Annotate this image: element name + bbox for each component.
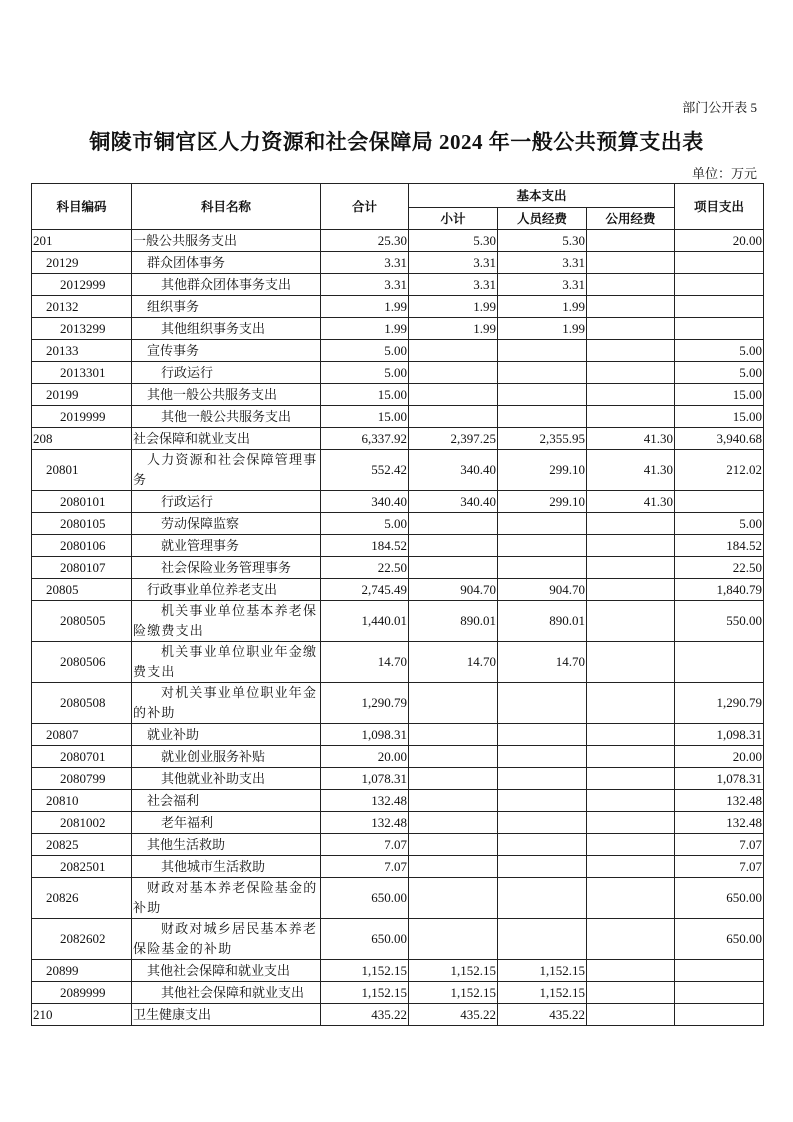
cell-total: 3.31 xyxy=(321,274,409,296)
cell-total: 7.07 xyxy=(321,834,409,856)
table-row xyxy=(32,601,764,642)
col-header-name: 科目名称 xyxy=(132,184,321,230)
cell-public: 41.30 xyxy=(587,450,675,491)
cell-code: 2080701 xyxy=(32,746,132,768)
cell-personnel: 1.99 xyxy=(498,296,587,318)
cell-total: 3.31 xyxy=(321,252,409,274)
cell-project: 650.00 xyxy=(675,919,764,960)
cell-public xyxy=(587,362,675,384)
cell-project xyxy=(675,642,764,683)
cell-subtotal: 1.99 xyxy=(409,296,498,318)
cell-project xyxy=(675,960,764,982)
cell-public xyxy=(587,340,675,362)
cell-name: 其他社会保障和就业支出 xyxy=(132,982,321,1004)
col-header-total: 合计 xyxy=(321,184,409,230)
page-title: 铜陵市铜官区人力资源和社会保障局 2024 年一般公共预算支出表 xyxy=(89,130,704,154)
cell-public xyxy=(587,274,675,296)
cell-name: 社会保障和就业支出 xyxy=(132,428,321,450)
cell-total: 1.99 xyxy=(321,318,409,340)
cell-total: 340.40 xyxy=(321,491,409,513)
cell-code: 20129 xyxy=(32,252,132,274)
cell-total: 1,440.01 xyxy=(321,601,409,642)
cell-name: 其他生活救助 xyxy=(132,834,321,856)
cell-subtotal xyxy=(409,724,498,746)
cell-project xyxy=(675,296,764,318)
cell-code: 2013301 xyxy=(32,362,132,384)
table-row xyxy=(32,683,764,724)
cell-personnel xyxy=(498,746,587,768)
cell-subtotal xyxy=(409,406,498,428)
table-row xyxy=(32,230,764,252)
cell-personnel xyxy=(498,834,587,856)
cell-subtotal xyxy=(409,746,498,768)
cell-personnel xyxy=(498,513,587,535)
cell-name: 就业管理事务 xyxy=(132,535,321,557)
cell-code: 2080505 xyxy=(32,601,132,642)
cell-name: 卫生健康支出 xyxy=(132,1004,321,1026)
cell-subtotal: 435.22 xyxy=(409,1004,498,1026)
cell-personnel xyxy=(498,406,587,428)
cell-project xyxy=(675,252,764,274)
cell-code: 20132 xyxy=(32,296,132,318)
cell-project xyxy=(675,982,764,1004)
table-row xyxy=(32,856,764,878)
cell-name: 社会福利 xyxy=(132,790,321,812)
table-row xyxy=(32,296,764,318)
cell-project: 7.07 xyxy=(675,834,764,856)
cell-subtotal xyxy=(409,362,498,384)
cell-personnel xyxy=(498,812,587,834)
cell-subtotal: 890.01 xyxy=(409,601,498,642)
cell-name: 其他一般公共服务支出 xyxy=(132,406,321,428)
cell-name: 一般公共服务支出 xyxy=(132,230,321,252)
cell-code: 208 xyxy=(32,428,132,450)
cell-total: 20.00 xyxy=(321,746,409,768)
cell-code: 20133 xyxy=(32,340,132,362)
cell-personnel: 1,152.15 xyxy=(498,982,587,1004)
cell-personnel xyxy=(498,557,587,579)
cell-subtotal: 14.70 xyxy=(409,642,498,683)
cell-personnel: 5.30 xyxy=(498,230,587,252)
cell-project: 3,940.68 xyxy=(675,428,764,450)
cell-project xyxy=(675,274,764,296)
table-row xyxy=(32,384,764,406)
cell-personnel xyxy=(498,856,587,878)
cell-subtotal xyxy=(409,856,498,878)
cell-subtotal: 1.99 xyxy=(409,318,498,340)
table-row xyxy=(32,579,764,601)
cell-total: 7.07 xyxy=(321,856,409,878)
cell-subtotal xyxy=(409,878,498,919)
cell-public xyxy=(587,790,675,812)
cell-subtotal: 904.70 xyxy=(409,579,498,601)
cell-personnel: 299.10 xyxy=(498,491,587,513)
table-row xyxy=(32,450,764,491)
cell-subtotal xyxy=(409,557,498,579)
cell-subtotal: 1,152.15 xyxy=(409,960,498,982)
cell-name: 组织事务 xyxy=(132,296,321,318)
cell-public xyxy=(587,230,675,252)
cell-subtotal: 3.31 xyxy=(409,252,498,274)
cell-total: 2,745.49 xyxy=(321,579,409,601)
cell-project: 7.07 xyxy=(675,856,764,878)
cell-project: 184.52 xyxy=(675,535,764,557)
cell-name: 就业补助 xyxy=(132,724,321,746)
cell-public xyxy=(587,296,675,318)
cell-project: 5.00 xyxy=(675,362,764,384)
cell-public xyxy=(587,982,675,1004)
cell-code: 2080101 xyxy=(32,491,132,513)
cell-name: 社会保险业务管理事务 xyxy=(132,557,321,579)
cell-code: 2082602 xyxy=(32,919,132,960)
cell-name: 就业创业服务补贴 xyxy=(132,746,321,768)
cell-subtotal xyxy=(409,790,498,812)
cell-name: 劳动保障监察 xyxy=(132,513,321,535)
table-row xyxy=(32,982,764,1004)
cell-total: 22.50 xyxy=(321,557,409,579)
cell-code: 2019999 xyxy=(32,406,132,428)
cell-public xyxy=(587,601,675,642)
cell-name: 机关事业单位职业年金缴费支出 xyxy=(132,642,321,683)
col-header-basic: 基本支出 xyxy=(409,184,675,208)
cell-project: 212.02 xyxy=(675,450,764,491)
cell-project: 1,098.31 xyxy=(675,724,764,746)
cell-public xyxy=(587,252,675,274)
cell-subtotal xyxy=(409,513,498,535)
cell-public: 41.30 xyxy=(587,491,675,513)
cell-total: 5.00 xyxy=(321,513,409,535)
table-row xyxy=(32,535,764,557)
cell-project: 132.48 xyxy=(675,790,764,812)
cell-total: 6,337.92 xyxy=(321,428,409,450)
cell-personnel: 299.10 xyxy=(498,450,587,491)
cell-public xyxy=(587,535,675,557)
cell-public xyxy=(587,683,675,724)
cell-code: 20826 xyxy=(32,878,132,919)
table-body xyxy=(32,230,764,1026)
table-row xyxy=(32,513,764,535)
cell-name: 行政事业单位养老支出 xyxy=(132,579,321,601)
budget-expenditure-table xyxy=(31,183,764,1026)
cell-public xyxy=(587,318,675,340)
table-number-label: 部门公开表 5 xyxy=(682,100,757,115)
cell-subtotal xyxy=(409,535,498,557)
table-row xyxy=(32,406,764,428)
cell-personnel xyxy=(498,362,587,384)
cell-code: 2080105 xyxy=(32,513,132,535)
cell-project: 20.00 xyxy=(675,746,764,768)
cell-public xyxy=(587,878,675,919)
cell-subtotal: 2,397.25 xyxy=(409,428,498,450)
cell-project xyxy=(675,1004,764,1026)
cell-public xyxy=(587,834,675,856)
cell-name: 行政运行 xyxy=(132,362,321,384)
cell-public xyxy=(587,768,675,790)
cell-total: 1,152.15 xyxy=(321,982,409,1004)
cell-project xyxy=(675,491,764,513)
cell-total: 1,152.15 xyxy=(321,960,409,982)
cell-total: 435.22 xyxy=(321,1004,409,1026)
cell-code: 20825 xyxy=(32,834,132,856)
cell-total: 15.00 xyxy=(321,406,409,428)
cell-code: 2081002 xyxy=(32,812,132,834)
table-row xyxy=(32,746,764,768)
cell-project: 5.00 xyxy=(675,340,764,362)
cell-code: 2082501 xyxy=(32,856,132,878)
cell-name: 对机关事业单位职业年金的补助 xyxy=(132,683,321,724)
table-row xyxy=(32,491,764,513)
cell-public: 41.30 xyxy=(587,428,675,450)
cell-code: 210 xyxy=(32,1004,132,1026)
cell-total: 14.70 xyxy=(321,642,409,683)
cell-public xyxy=(587,746,675,768)
cell-total: 25.30 xyxy=(321,230,409,252)
cell-personnel xyxy=(498,768,587,790)
cell-total: 1,290.79 xyxy=(321,683,409,724)
col-header-public: 公用经费 xyxy=(587,208,675,230)
cell-project: 15.00 xyxy=(675,406,764,428)
cell-personnel xyxy=(498,683,587,724)
cell-code: 20801 xyxy=(32,450,132,491)
cell-code: 2080799 xyxy=(32,768,132,790)
table-row xyxy=(32,557,764,579)
cell-code: 2089999 xyxy=(32,982,132,1004)
cell-name: 其他城市生活救助 xyxy=(132,856,321,878)
cell-subtotal xyxy=(409,683,498,724)
cell-public xyxy=(587,724,675,746)
cell-code: 2080106 xyxy=(32,535,132,557)
col-header-subtotal: 小计 xyxy=(409,208,498,230)
cell-total: 1,078.31 xyxy=(321,768,409,790)
col-header-personnel: 人员经费 xyxy=(498,208,587,230)
cell-public xyxy=(587,812,675,834)
cell-project: 5.00 xyxy=(675,513,764,535)
cell-code: 2080508 xyxy=(32,683,132,724)
cell-code: 20805 xyxy=(32,579,132,601)
cell-personnel xyxy=(498,340,587,362)
cell-subtotal: 5.30 xyxy=(409,230,498,252)
cell-code: 20199 xyxy=(32,384,132,406)
cell-total: 132.48 xyxy=(321,812,409,834)
cell-name: 财政对城乡居民基本养老保险基金的补助 xyxy=(132,919,321,960)
cell-total: 1,098.31 xyxy=(321,724,409,746)
cell-project: 1,840.79 xyxy=(675,579,764,601)
col-header-project: 项目支出 xyxy=(675,184,764,230)
cell-personnel xyxy=(498,535,587,557)
cell-total: 650.00 xyxy=(321,878,409,919)
table-row xyxy=(32,919,764,960)
cell-personnel xyxy=(498,878,587,919)
table-row xyxy=(32,790,764,812)
cell-total: 1.99 xyxy=(321,296,409,318)
cell-subtotal: 3.31 xyxy=(409,274,498,296)
cell-personnel: 890.01 xyxy=(498,601,587,642)
cell-subtotal xyxy=(409,812,498,834)
cell-personnel: 3.31 xyxy=(498,274,587,296)
cell-public xyxy=(587,406,675,428)
table-row xyxy=(32,340,764,362)
cell-public xyxy=(587,557,675,579)
cell-public xyxy=(587,384,675,406)
table-row xyxy=(32,428,764,450)
table-row xyxy=(32,1004,764,1026)
cell-personnel: 1.99 xyxy=(498,318,587,340)
table-row xyxy=(32,834,764,856)
cell-total: 5.00 xyxy=(321,362,409,384)
cell-public xyxy=(587,579,675,601)
cell-name: 行政运行 xyxy=(132,491,321,513)
cell-name: 宣传事务 xyxy=(132,340,321,362)
cell-public xyxy=(587,856,675,878)
cell-code: 2012999 xyxy=(32,274,132,296)
cell-total: 184.52 xyxy=(321,535,409,557)
cell-project: 20.00 xyxy=(675,230,764,252)
cell-subtotal xyxy=(409,384,498,406)
cell-subtotal xyxy=(409,340,498,362)
table-row xyxy=(32,768,764,790)
cell-personnel: 2,355.95 xyxy=(498,428,587,450)
table-row xyxy=(32,812,764,834)
cell-total: 132.48 xyxy=(321,790,409,812)
cell-total: 552.42 xyxy=(321,450,409,491)
cell-project: 22.50 xyxy=(675,557,764,579)
cell-project: 650.00 xyxy=(675,878,764,919)
cell-code: 20899 xyxy=(32,960,132,982)
cell-code: 2080107 xyxy=(32,557,132,579)
cell-name: 机关事业单位基本养老保险缴费支出 xyxy=(132,601,321,642)
cell-public xyxy=(587,960,675,982)
table-row xyxy=(32,318,764,340)
cell-subtotal: 340.40 xyxy=(409,491,498,513)
cell-name: 其他社会保障和就业支出 xyxy=(132,960,321,982)
cell-personnel xyxy=(498,384,587,406)
cell-code: 20807 xyxy=(32,724,132,746)
cell-name: 其他一般公共服务支出 xyxy=(132,384,321,406)
cell-subtotal xyxy=(409,919,498,960)
col-header-code: 科目编码 xyxy=(32,184,132,230)
cell-project: 1,078.31 xyxy=(675,768,764,790)
cell-personnel xyxy=(498,724,587,746)
cell-name: 老年福利 xyxy=(132,812,321,834)
cell-code: 2080506 xyxy=(32,642,132,683)
cell-project: 132.48 xyxy=(675,812,764,834)
cell-subtotal: 340.40 xyxy=(409,450,498,491)
cell-name: 人力资源和社会保障管理事务 xyxy=(132,450,321,491)
cell-name: 其他群众团体事务支出 xyxy=(132,274,321,296)
table-row xyxy=(32,724,764,746)
cell-code: 2013299 xyxy=(32,318,132,340)
cell-public xyxy=(587,1004,675,1026)
table-row xyxy=(32,252,764,274)
cell-personnel: 904.70 xyxy=(498,579,587,601)
cell-total: 15.00 xyxy=(321,384,409,406)
cell-project xyxy=(675,318,764,340)
table-row xyxy=(32,642,764,683)
table-row xyxy=(32,362,764,384)
cell-name: 其他组织事务支出 xyxy=(132,318,321,340)
cell-public xyxy=(587,513,675,535)
cell-subtotal xyxy=(409,768,498,790)
cell-personnel: 1,152.15 xyxy=(498,960,587,982)
cell-subtotal xyxy=(409,834,498,856)
cell-project: 1,290.79 xyxy=(675,683,764,724)
cell-name: 财政对基本养老保险基金的补助 xyxy=(132,878,321,919)
table-row xyxy=(32,960,764,982)
cell-personnel xyxy=(498,919,587,960)
table-row xyxy=(32,878,764,919)
cell-project: 15.00 xyxy=(675,384,764,406)
cell-personnel: 14.70 xyxy=(498,642,587,683)
cell-code: 201 xyxy=(32,230,132,252)
cell-public xyxy=(587,919,675,960)
cell-subtotal: 1,152.15 xyxy=(409,982,498,1004)
cell-public xyxy=(587,642,675,683)
cell-project: 550.00 xyxy=(675,601,764,642)
cell-total: 650.00 xyxy=(321,919,409,960)
cell-name: 其他就业补助支出 xyxy=(132,768,321,790)
cell-name: 群众团体事务 xyxy=(132,252,321,274)
unit-label: 单位：万元 xyxy=(691,166,757,181)
cell-total: 5.00 xyxy=(321,340,409,362)
table-row xyxy=(32,274,764,296)
cell-personnel: 435.22 xyxy=(498,1004,587,1026)
cell-code: 20810 xyxy=(32,790,132,812)
cell-personnel xyxy=(498,790,587,812)
cell-personnel: 3.31 xyxy=(498,252,587,274)
